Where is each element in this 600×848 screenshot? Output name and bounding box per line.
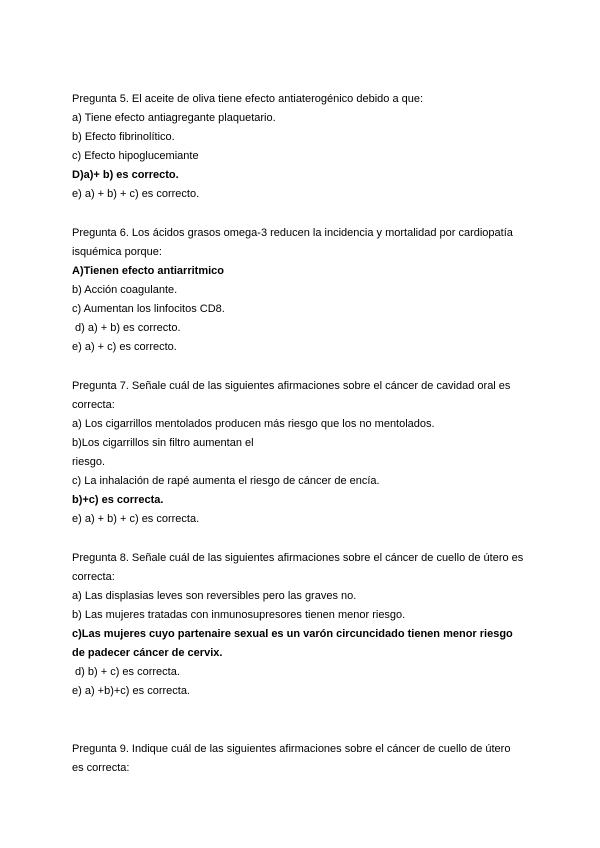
q5-option-a: a) Tiene efecto antiagregante plaquetario.: [72, 112, 276, 124]
q8-option-a: a) Las displasias leves son reversibles pero las graves no.: [72, 590, 357, 602]
q6-option-b: b) Acción coagulante.: [72, 284, 178, 296]
q8-option-c-answer-line-1: c)Las mujeres cuyo partenaire sexual es un varón circuncidado tienen menor riesgo: [72, 628, 513, 640]
q6-option-a-answer: A)Tienen efecto antiarritmico: [72, 265, 224, 277]
q5-option-c: c) Efecto hipoglucemiante: [72, 150, 199, 162]
q7-question-line-2: correcta:: [72, 399, 115, 411]
q5-question: Pregunta 5. El aceite de oliva tiene efecto antiaterogénico debido a que:: [72, 93, 424, 105]
q6-option-c: c) Aumentan los linfocitos CD8.: [72, 303, 225, 315]
q6-question-line-1: Pregunta 6. Los ácidos grasos omega-3 reducen la incidencia y mortalidad por cardiopatía: [72, 227, 513, 239]
q9-question-line-2: es correcta:: [72, 762, 130, 774]
q7-option-b-line-2: riesgo.: [72, 456, 106, 468]
q5-option-b: b) Efecto fibrinolítico.: [72, 131, 175, 143]
q8-option-e: e) a) +b)+c) es correcta.: [72, 685, 190, 697]
q7-option-b-line-1: b)Los cigarrillos sin filtro aumentan el: [72, 437, 254, 449]
q7-option-a: a) Los cigarrillos mentolados producen más riesgo que los no mentolados.: [72, 418, 435, 430]
q6-option-e: e) a) + c) es correcto.: [72, 341, 177, 353]
q5-option-e: e) a) + b) + c) es correcto.: [72, 188, 200, 200]
q8-option-d: d) b) + c) es correcta.: [72, 666, 180, 678]
q7-question-line-1: Pregunta 7. Señale cuál de las siguientes afirmaciones sobre el cáncer de cavidad oral es: [72, 380, 511, 392]
q9-question-line-1: Pregunta 9. Indique cuál de las siguientes afirmaciones sobre el cáncer de cuello de útero: [72, 743, 511, 755]
q8-question-line-1: Pregunta 8. Señale cuál de las siguientes afirmaciones sobre el cáncer de cuello de útero es: [72, 552, 524, 564]
q8-option-b: b) Las mujeres tratadas con inmunosupresores tienen menor riesgo.: [72, 609, 406, 621]
q8-question-line-2: correcta:: [72, 571, 115, 583]
q6-option-d: d) a) + b) es correcto.: [72, 322, 181, 334]
q5-option-d-answer: D)a)+ b) es correcto.: [72, 169, 179, 181]
q7-option-e: e) a) + b) + c) es correcta.: [72, 513, 200, 525]
q6-question-line-2: isquémica porque:: [72, 246, 162, 258]
q7-option-d-answer: b)+c) es correcta.: [72, 494, 164, 506]
q7-option-c: c) La inhalación de rapé aumenta el riesgo de cáncer de encía.: [72, 475, 380, 487]
q8-option-c-answer-line-2: de padecer cáncer de cervix.: [72, 647, 223, 659]
